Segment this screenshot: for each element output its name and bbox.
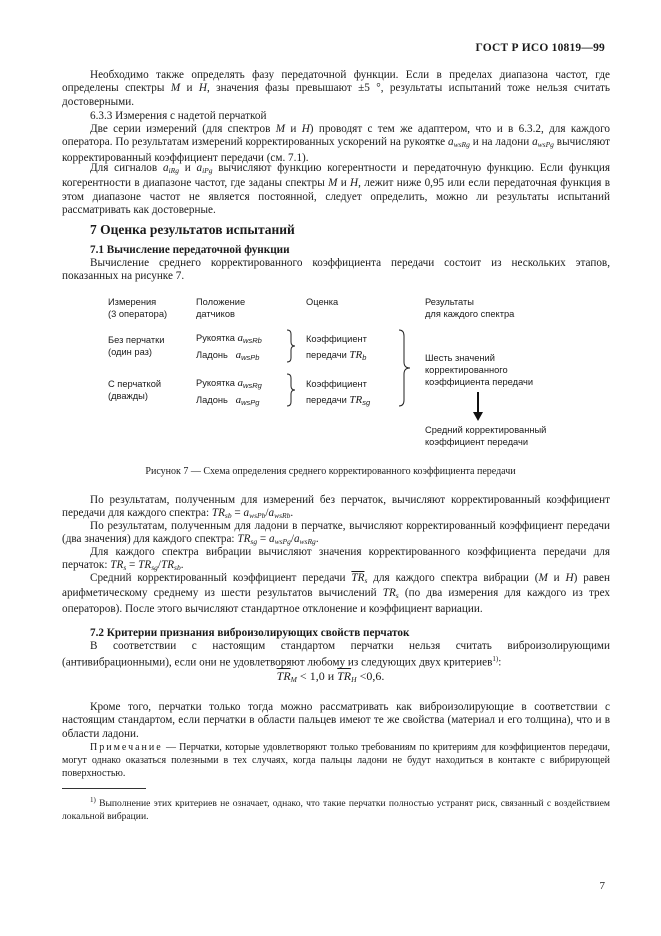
text-run: =: [231, 507, 244, 520]
var-a: a: [235, 394, 242, 406]
fig-text: Результаты: [425, 297, 474, 307]
subscript: sb: [174, 563, 181, 573]
text-run: /: [157, 559, 161, 572]
var-a: a: [237, 377, 244, 389]
text-run: =: [257, 533, 269, 546]
subscript: iRg: [168, 166, 179, 175]
subscript: b: [362, 353, 367, 362]
fig-text: Ладонь: [196, 350, 228, 360]
footnote-text: Выполнение этих критериев не означает, однако, что такие перчатки полностью устранят риск, связанный с воздействием локальной вибрации.: [62, 798, 610, 823]
var-m: M: [538, 572, 548, 584]
text-run: для каждого спектра вибрации (: [367, 572, 539, 584]
fig-text: (3 оператора): [108, 309, 168, 319]
subscript: s: [395, 591, 399, 601]
text-run: вычисляют корректированный коэффициент передачи (см. 7.1).: [62, 136, 610, 164]
subscript: sg: [250, 537, 258, 547]
var-tr: TR: [110, 559, 124, 572]
text-run: (по два измерения для каждого из трех операторов). После этого вычисляют стандартное отклонение и коэффициент вариации.: [62, 587, 610, 615]
text-run: ) проводят с тем же адаптером, что и в 6.3.2, для каждого оператора. По результатам измерений корректированных ускорений на рукоятке: [62, 123, 610, 149]
fig-text: Положение: [196, 297, 246, 307]
subscript: wsRb: [274, 511, 291, 521]
var-tr: TR: [211, 507, 225, 520]
text-run: По результатам, полученным для измерений без перчаток, вычисляют корректированный коэффициент передачи для каждого спектра:: [62, 494, 610, 520]
text-run: <0,6.: [356, 669, 385, 683]
text-run: .: [315, 533, 319, 546]
fig-text: передачи: [306, 395, 347, 405]
text-run: , лежит ниже 0,95 или если передаточная функция в этом диапазоне частот не является постоянной, следует определить, можно ли результаты испытаний рассматривать как достоверные.: [62, 177, 610, 217]
text-run: Средний корректированный коэффициент передачи: [90, 572, 352, 584]
footnote-mark: 1): [90, 796, 96, 804]
var-tr: TR: [160, 559, 175, 572]
var-m: M: [275, 123, 286, 135]
paragraph-without-gloves: [62, 494, 610, 523]
fig-text: Рукоятка: [196, 333, 235, 343]
text-run: , значения фазы превышают ±5 °, результаты испытаний тоже нельзя считать достоверными.: [62, 82, 610, 108]
var-a: a: [243, 507, 250, 520]
var-a: a: [448, 136, 454, 149]
var-tr: TR: [382, 587, 396, 600]
text-run: =: [126, 559, 139, 572]
fig-text: Рукоятка: [196, 378, 235, 388]
var-a: a: [237, 332, 244, 344]
text-run: и: [547, 572, 566, 584]
brace-row2: [287, 374, 295, 406]
text-run: Необходимо также определять фазу передаточной функции. Если в пределах диапазона частот, где определены спектры: [62, 69, 610, 95]
footnote: [62, 794, 610, 823]
subscript: sb: [224, 511, 232, 521]
text-run: /: [290, 533, 294, 546]
brace-results: [399, 330, 410, 406]
var-tr-mean: $\overline{TR}$: [337, 669, 352, 683]
fig-text: Коэффициент: [306, 379, 367, 389]
fig-text: (дважды): [108, 391, 148, 401]
fig-text: (один раз): [108, 347, 152, 357]
var-tr: TR: [237, 533, 251, 546]
text-run: и: [285, 123, 302, 135]
paragraph-fingers: Кроме того, перчатки только тогда можно рассматривать как виброизолирующие в соответствии с настоящим стандартом, если перчатки в области пальцев имеют те же свойства (материал и его толщина), что и в области ладони.: [62, 701, 610, 740]
var-a: a: [268, 507, 275, 520]
subscript: s: [364, 576, 368, 585]
fig-text: передачи: [306, 350, 347, 360]
text-run: :: [498, 657, 502, 670]
text-run: < 1,0 и: [296, 669, 338, 683]
fig-col3-title: Оценка: [306, 297, 339, 307]
figure-caption: Рисунок 7 — Схема определения среднего корректированного коэффициента передачи: [145, 466, 516, 477]
fig-text: С перчаткой: [108, 379, 162, 389]
var-a: a: [268, 533, 275, 546]
text-run: вычисляют функцию когерентности и передаточную функцию. Если функция когерентности в диапазоне частот, где заданы спектры: [62, 162, 610, 190]
text-run: ) равен арифметическому среднему из шести результатов вычислений: [62, 572, 610, 600]
fig-text: для каждого спектра: [425, 309, 515, 319]
subscript: wsRg: [243, 381, 262, 390]
fig-text: Ладонь: [196, 395, 228, 405]
var-a: a: [162, 162, 169, 174]
fig-text: корректированного: [425, 365, 508, 375]
subscript: wsRg: [299, 537, 316, 547]
text-run: и: [178, 162, 197, 174]
subscript: M: [290, 675, 297, 684]
text-run: и на ладони: [469, 136, 533, 149]
section-7-title: 7 Оценка результатов испытаний: [90, 222, 295, 237]
paragraph-gloved-palm: [62, 520, 610, 549]
text-run: Для каждого спектра вибрации вычисляют значения корректированного коэффициента передачи для перчаток:: [62, 546, 610, 572]
var-tr-mean: $\overline{TR}$: [276, 669, 291, 683]
subscript: wsRb: [243, 336, 262, 345]
fig-text: Измерения: [108, 297, 157, 307]
var-a: a: [532, 136, 538, 149]
fig-text: коэффициент передачи: [425, 437, 529, 447]
var-h: H: [565, 572, 574, 584]
var-tr-mean: $\overline{TR}$: [351, 572, 365, 584]
paragraph-steps: Вычисление среднего корректированного коэффициента передачи состоит из нескольких этапов, показанных на рисунке 7.: [62, 257, 610, 283]
var-tr: TR: [349, 349, 363, 361]
text-run: и: [180, 82, 199, 95]
var-tr: TR: [349, 394, 363, 406]
var-a: a: [196, 162, 203, 174]
text-run: По результатам, полученным для ладони в перчатке, вычисляют корректированный коэффициент передачи (два значения) для каждого спектра:: [62, 520, 610, 546]
var-m: M: [170, 82, 181, 95]
fig-text: Шесть значений: [425, 353, 495, 363]
text-run: и: [337, 177, 351, 190]
page-number: 7: [599, 880, 605, 892]
note-text: — Перчатки, которые удовлетворяют только требованиям по критериям для коэффициентов передачи, могут однако оказаться полезными в тех случаях, когда пальцы ладони не будут находиться в контакте с вибрирующей поверхностью.: [62, 742, 610, 779]
fig-text: Без перчатки: [108, 335, 165, 345]
subscript: wsPb: [241, 353, 260, 362]
var-h: H: [301, 123, 310, 135]
subscript: wsPg: [537, 140, 554, 150]
subscript: H: [351, 675, 357, 684]
page-header-title: ГОСТ Р ИСО 10819—99: [475, 42, 605, 54]
subscript: sg: [362, 398, 371, 407]
subscript: sg: [151, 563, 158, 573]
arrow-head: [473, 412, 483, 421]
fig-text: датчиков: [196, 309, 235, 319]
paragraph-criteria: [62, 640, 610, 671]
text-run: Две серии измерений (для спектров: [90, 123, 276, 135]
footnote-ref: 1): [492, 655, 499, 664]
text-run: /: [265, 507, 269, 520]
fig-text: Средний корректированный: [425, 425, 547, 435]
text-run: Для сигналов: [90, 162, 163, 174]
subscript: iPg: [202, 166, 213, 175]
paragraph-mean-coef: [62, 572, 610, 616]
paragraph-gloves-coef: [62, 546, 610, 575]
var-m: M: [328, 177, 338, 190]
var-h: H: [350, 177, 359, 190]
subscript: s: [123, 563, 127, 573]
criteria-formula: [0, 669, 661, 684]
text-run: .: [290, 507, 294, 520]
var-h: H: [198, 82, 207, 95]
fig-text: коэффициента передачи: [425, 377, 534, 387]
subsection-6-3-3: 6.3.3 Измерения с надетой перчаткой: [90, 110, 267, 122]
fig-text: Коэффициент: [306, 334, 367, 344]
brace-row1: [287, 330, 295, 362]
subsection-7-2-title: 7.2 Критерии признания виброизолирующих свойств перчаток: [90, 627, 410, 639]
footnote-divider: [62, 788, 146, 789]
text-run: .: [180, 559, 184, 572]
subscript: wsPg: [274, 537, 291, 547]
subscript: wsPg: [241, 398, 260, 407]
var-a: a: [235, 349, 242, 361]
note: [62, 741, 610, 780]
subsection-7-1-title: 7.1 Вычисление передаточной функции: [90, 244, 290, 256]
var-a: a: [293, 533, 300, 546]
note-label: Примечание: [90, 742, 163, 753]
subscript: wsPb: [249, 511, 266, 521]
subscript: wsRg: [453, 140, 470, 150]
var-tr: TR: [138, 559, 152, 572]
text-run: В соответствии с настоящим стандартом перчатки нельзя считать виброизолирующими (антивибрационными), если они не удовлетворяют любому из следующих двух критериев: [62, 640, 610, 670]
